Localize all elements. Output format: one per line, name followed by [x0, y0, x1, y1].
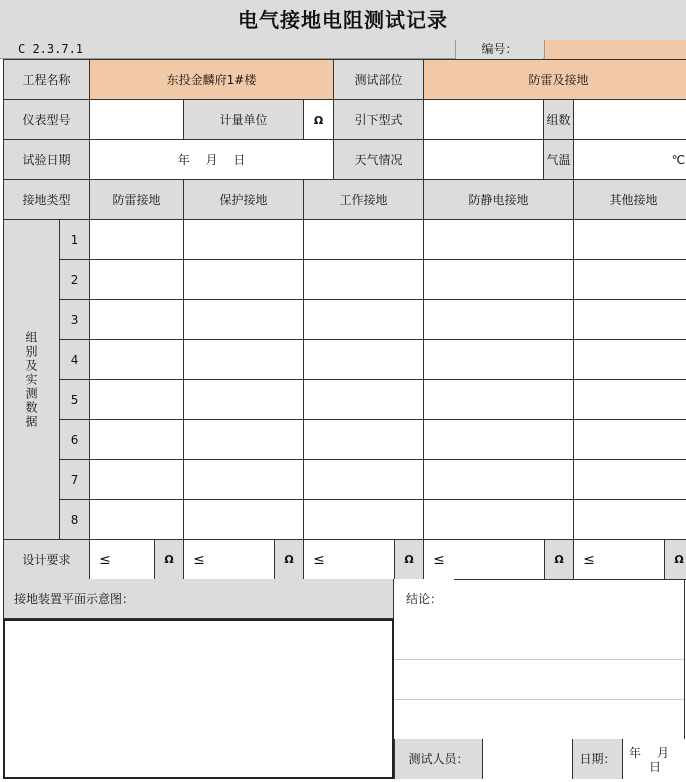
omega-unit: Ω [154, 540, 183, 579]
date-month: 月 [657, 746, 670, 760]
row-number: 8 [60, 500, 90, 540]
data-cell[interactable] [184, 220, 304, 260]
data-cell[interactable] [574, 220, 686, 260]
test-date-label: 试验日期 [4, 140, 90, 180]
data-cell[interactable] [424, 460, 574, 500]
lead-type-field[interactable] [424, 100, 544, 140]
data-cell[interactable] [90, 220, 184, 260]
temperature-field[interactable] [574, 140, 686, 180]
data-cell[interactable] [304, 420, 424, 460]
data-cell[interactable] [574, 380, 686, 420]
temperature-label: 气温 [544, 140, 574, 180]
test-date-field[interactable]: 年 月 日 [90, 140, 334, 180]
design-requirement-label: 设计要求 [4, 540, 90, 580]
data-cell[interactable] [574, 500, 686, 540]
group-count-field[interactable] [574, 100, 686, 140]
data-cell[interactable] [184, 300, 304, 340]
data-cell[interactable] [184, 260, 304, 300]
number-label: 编号： [455, 40, 543, 59]
omega-unit: Ω [664, 540, 686, 579]
data-cell[interactable] [304, 340, 424, 380]
le-sign: ≤ [313, 551, 325, 568]
data-cell[interactable] [184, 500, 304, 540]
row-number: 6 [60, 420, 90, 460]
weather-field[interactable] [424, 140, 544, 180]
instrument-model-field[interactable] [90, 100, 184, 140]
omega-unit: Ω [394, 540, 423, 579]
data-cell[interactable] [90, 300, 184, 340]
data-cell[interactable] [424, 260, 574, 300]
omega-unit: Ω [544, 540, 573, 579]
data-cell[interactable] [184, 420, 304, 460]
tester-field[interactable] [482, 739, 572, 779]
le-sign: ≤ [193, 551, 205, 568]
record-table [3, 59, 686, 580]
conclusion-field[interactable] [454, 579, 685, 619]
group-count-label: 组数 [544, 100, 574, 140]
instrument-model-label: 仪表型号 [4, 100, 90, 140]
row-number: 4 [60, 340, 90, 380]
date-year: 年 [629, 746, 642, 760]
data-cell[interactable] [424, 220, 574, 260]
data-cell[interactable] [424, 300, 574, 340]
row-number: 3 [60, 300, 90, 340]
data-cell[interactable] [90, 500, 184, 540]
unit-omega: Ω [313, 113, 324, 127]
row-number: 2 [60, 260, 90, 300]
data-cell[interactable] [304, 220, 424, 260]
data-cell[interactable] [184, 380, 304, 420]
lead-type-label: 引下型式 [334, 100, 424, 140]
data-cell[interactable] [90, 380, 184, 420]
tester-label: 测试人员： [394, 739, 482, 779]
type-header-lightning: 防雷接地 [90, 180, 184, 220]
form-code: C 2.3.7.1 [18, 42, 84, 56]
data-cell[interactable] [574, 340, 686, 380]
data-cell[interactable] [304, 380, 424, 420]
data-cell[interactable] [424, 340, 574, 380]
project-name-value[interactable]: 东投金麟府1#楼 [90, 60, 334, 100]
design-cell-antistatic[interactable] [424, 540, 574, 580]
conclusion-area[interactable] [394, 619, 685, 739]
data-cell[interactable] [574, 460, 686, 500]
data-cell[interactable] [304, 500, 424, 540]
project-name-label: 工程名称 [4, 60, 90, 100]
page-title: 电气接地电阻测试记录 [0, 0, 686, 40]
unit-field[interactable] [304, 100, 334, 140]
data-cell[interactable] [424, 500, 574, 540]
data-cell[interactable] [304, 300, 424, 340]
data-cell[interactable] [424, 420, 574, 460]
design-cell-working[interactable] [304, 540, 424, 580]
temperature-unit: ℃ [671, 152, 686, 167]
date-day: 日 [649, 760, 662, 774]
data-cell[interactable] [304, 460, 424, 500]
sketch-label: 接地装置平面示意图： [3, 579, 394, 619]
type-header-antistatic: 防静电接地 [424, 180, 574, 220]
type-header-working: 工作接地 [304, 180, 424, 220]
date-field[interactable] [622, 739, 685, 779]
data-cell[interactable] [574, 420, 686, 460]
group-side-label: 组别及实测数据 [4, 220, 60, 540]
design-cell-lightning[interactable] [90, 540, 184, 580]
row-number: 7 [60, 460, 90, 500]
le-sign: ≤ [583, 551, 595, 568]
data-cell[interactable] [574, 300, 686, 340]
design-cell-other[interactable] [574, 540, 686, 580]
weather-label: 天气情况 [334, 140, 424, 180]
test-location-label: 测试部位 [334, 60, 424, 100]
data-cell[interactable] [90, 420, 184, 460]
number-field[interactable] [544, 40, 686, 59]
unit-label: 计量单位 [184, 100, 304, 140]
test-location-value[interactable]: 防雷及接地 [424, 60, 686, 100]
data-cell[interactable] [574, 260, 686, 300]
le-sign: ≤ [99, 551, 111, 568]
data-cell[interactable] [424, 380, 574, 420]
omega-unit: Ω [274, 540, 303, 579]
row-number: 5 [60, 380, 90, 420]
data-cell[interactable] [184, 340, 304, 380]
type-header-other: 其他接地 [574, 180, 686, 220]
design-cell-protective[interactable] [184, 540, 304, 580]
conclusion-label: 结论： [394, 579, 454, 619]
data-cell[interactable] [90, 260, 184, 300]
type-header-protective: 保护接地 [184, 180, 304, 220]
le-sign: ≤ [433, 551, 445, 568]
data-cell[interactable] [184, 460, 304, 500]
ground-type-label: 接地类型 [4, 180, 90, 220]
sketch-area[interactable] [3, 619, 394, 779]
data-cell[interactable] [304, 260, 424, 300]
data-cell[interactable] [90, 340, 184, 380]
date-label: 日期： [572, 739, 622, 779]
row-number: 1 [60, 220, 90, 260]
data-cell[interactable] [90, 460, 184, 500]
